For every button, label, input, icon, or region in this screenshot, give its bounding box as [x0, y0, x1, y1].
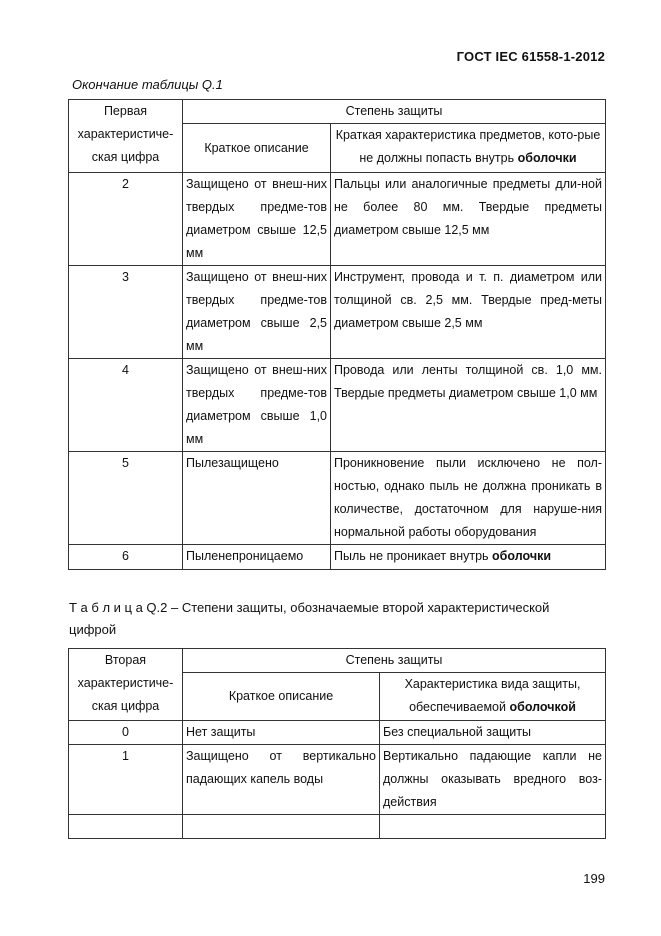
description-cell: Пыленепроницаемо: [183, 545, 331, 570]
table-row: [69, 173, 606, 266]
col-header-description: Краткое описание: [183, 124, 331, 173]
description-cell: Защищено от внеш-них твердых предме-тов диаметром свыше 1,0 мм: [183, 359, 331, 452]
table-row: [69, 545, 606, 570]
col-header-characteristic: [380, 673, 606, 721]
page-number: 199: [583, 871, 605, 886]
digit-cell: 4: [69, 359, 183, 452]
digit-cell: 3: [69, 266, 183, 359]
group-header-protection: Степень защиты: [183, 649, 606, 673]
table-q1: [68, 99, 606, 570]
table-row: [69, 745, 606, 815]
description-cell: [183, 815, 380, 839]
digit-cell: 1: [69, 745, 183, 815]
col-header-description: Краткое описание: [183, 673, 380, 721]
characteristic-cell: Инструмент, провода и т. п. диаметром или толщиной св. 2,5 мм. Твердые пред-меты диаметром свыше 2,5 мм: [331, 266, 606, 359]
col-header-characteristic-text: Характеристика вида защиты, обеспечиваемой: [404, 677, 581, 714]
col-header-characteristic-bold: оболочки: [517, 151, 577, 165]
table-row: [69, 452, 606, 545]
group-header-protection: Степень защиты: [183, 100, 606, 124]
description-cell: Защищено от внеш-них твердых предме-тов диаметром свыше 2,5 мм: [183, 266, 331, 359]
col-header-first-digit: Первая характеристиче-ская цифра: [69, 100, 183, 173]
characteristic-cell: Без специальной защиты: [380, 721, 606, 745]
characteristic-text: Пыль не проникает внутрь: [334, 549, 489, 563]
digit-cell: 2: [69, 173, 183, 266]
description-cell: Нет защиты: [183, 721, 380, 745]
description-cell: Пылезащищено: [183, 452, 331, 545]
col-header-characteristic-bold: оболочкой: [509, 700, 576, 714]
table-q2: [68, 648, 606, 839]
col-header-second-digit: Вторая характеристиче-ская цифра: [69, 649, 183, 721]
digit-cell: [69, 815, 183, 839]
table-row: [69, 359, 606, 452]
characteristic-cell: [380, 815, 606, 839]
characteristic-cell: Пальцы или аналогичные предметы дли-ной не более 80 мм. Твердые предметы диаметром свыше 12,5 мм: [331, 173, 606, 266]
table-row: [69, 721, 606, 745]
characteristic-cell: [331, 545, 606, 570]
table-q2-caption: Т а б л и ц а Q.2 – Степени защиты, обозначаемые второй характеристической цифрой: [69, 600, 550, 637]
digit-cell: 6: [69, 545, 183, 570]
description-cell: Защищено от вертикально падающих капель воды: [183, 745, 380, 815]
characteristic-bold: оболочки: [492, 549, 552, 563]
characteristic-cell: Вертикально падающие капли не должны оказывать вредного воз-действия: [380, 745, 606, 815]
standard-designation: ГОСТ IEC 61558-1-2012: [456, 49, 605, 64]
table-row: [69, 266, 606, 359]
characteristic-cell: Проникновение пыли исключено не пол-ностью, однако пыль не должна проникать в количестве, достаточном для наруше-ния нормальной работы оборудования: [331, 452, 606, 545]
table-row: [69, 815, 606, 839]
description-cell: Защищено от внеш-них твердых предме-тов диаметром свыше 12,5 мм: [183, 173, 331, 266]
digit-cell: 5: [69, 452, 183, 545]
digit-cell: 0: [69, 721, 183, 745]
characteristic-cell: Провода или ленты толщиной св. 1,0 мм. Твердые предметы диаметром свыше 1,0 мм: [331, 359, 606, 452]
col-header-characteristic-text: Краткая характеристика предметов, кото-рые не должны попасть внутрь: [335, 128, 601, 165]
col-header-characteristic: [331, 124, 606, 173]
table-continuation-label: Окончание таблицы Q.1: [72, 77, 223, 92]
